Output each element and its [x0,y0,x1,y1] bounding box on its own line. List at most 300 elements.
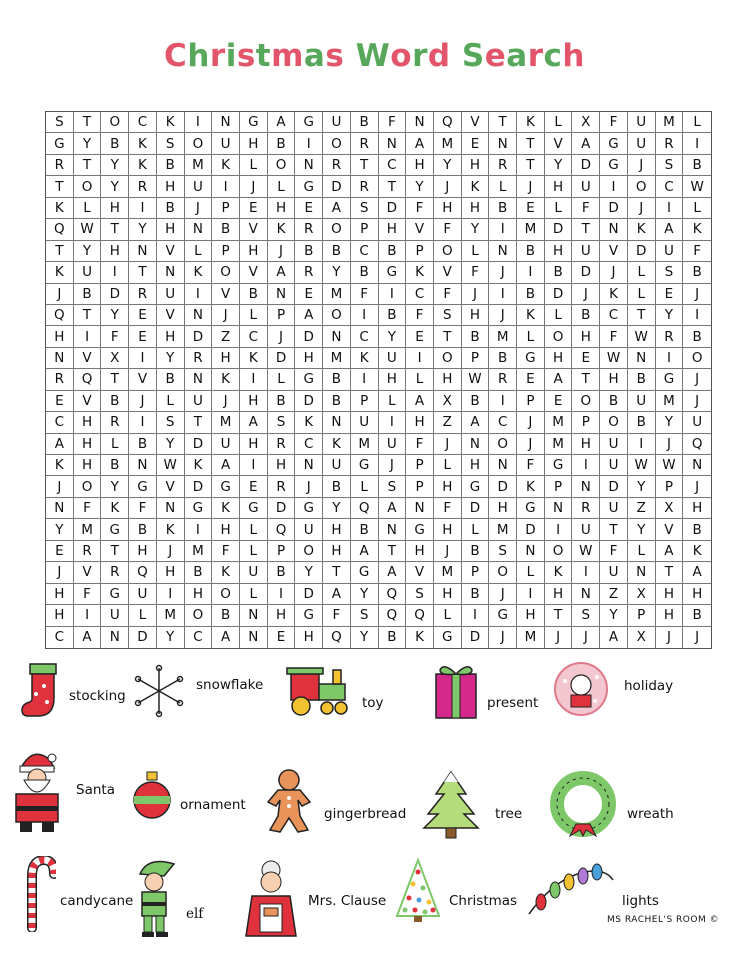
grid-cell[interactable]: N [129,455,157,476]
grid-cell[interactable]: J [628,155,656,176]
grid-cell[interactable]: I [129,198,157,219]
grid-cell[interactable]: M [656,391,684,412]
grid-cell[interactable]: X [572,112,600,133]
grid-cell[interactable]: I [406,348,434,369]
grid-cell[interactable]: Y [351,627,379,648]
grid-cell[interactable]: F [323,605,351,626]
grid-cell[interactable]: P [406,455,434,476]
grid-cell[interactable]: F [129,498,157,519]
grid-cell[interactable]: K [185,262,213,283]
grid-cell[interactable]: I [295,133,323,154]
grid-cell[interactable]: K [268,219,296,240]
grid-cell[interactable]: J [572,284,600,305]
grid-cell[interactable]: L [628,541,656,562]
grid-cell[interactable]: H [240,434,268,455]
grid-cell[interactable]: N [240,627,268,648]
grid-cell[interactable]: O [600,412,628,433]
grid-cell[interactable]: G [240,498,268,519]
grid-cell[interactable]: Y [628,476,656,497]
grid-cell[interactable]: W [600,348,628,369]
grid-cell[interactable]: K [600,284,628,305]
grid-cell[interactable]: G [517,348,545,369]
grid-cell[interactable]: N [600,219,628,240]
grid-cell[interactable]: L [628,262,656,283]
grid-cell[interactable]: P [351,219,379,240]
grid-cell[interactable]: H [434,519,462,540]
grid-cell[interactable]: A [212,455,240,476]
grid-cell[interactable]: C [129,112,157,133]
grid-cell[interactable]: G [462,476,490,497]
grid-cell[interactable]: I [379,412,407,433]
grid-cell[interactable]: E [517,198,545,219]
grid-cell[interactable]: R [351,133,379,154]
grid-cell[interactable]: O [489,562,517,583]
grid-cell[interactable]: W [462,369,490,390]
grid-cell[interactable]: J [379,455,407,476]
grid-cell[interactable]: H [268,455,296,476]
grid-cell[interactable]: I [185,112,213,133]
grid-cell[interactable]: L [489,176,517,197]
grid-cell[interactable]: H [295,348,323,369]
grid-cell[interactable]: R [656,133,684,154]
grid-cell[interactable]: N [545,498,573,519]
grid-cell[interactable]: S [572,605,600,626]
grid-cell[interactable]: W [683,176,711,197]
grid-cell[interactable]: Q [46,305,74,326]
grid-cell[interactable]: B [379,241,407,262]
grid-cell[interactable]: F [572,198,600,219]
grid-cell[interactable]: Y [74,133,102,154]
grid-cell[interactable]: N [268,284,296,305]
grid-cell[interactable]: I [101,262,129,283]
grid-cell[interactable]: J [129,391,157,412]
grid-cell[interactable]: C [240,326,268,347]
grid-cell[interactable]: N [406,112,434,133]
grid-cell[interactable]: R [129,176,157,197]
grid-cell[interactable]: N [212,112,240,133]
grid-cell[interactable]: N [379,133,407,154]
grid-cell[interactable]: N [185,369,213,390]
grid-cell[interactable]: B [517,241,545,262]
grid-cell[interactable]: B [628,369,656,390]
grid-cell[interactable]: M [656,112,684,133]
grid-cell[interactable]: B [683,262,711,283]
grid-cell[interactable]: V [600,241,628,262]
grid-cell[interactable]: G [517,498,545,519]
grid-cell[interactable]: H [462,155,490,176]
grid-cell[interactable]: K [212,498,240,519]
grid-cell[interactable]: L [434,605,462,626]
grid-cell[interactable]: B [462,391,490,412]
grid-cell[interactable]: F [406,198,434,219]
grid-cell[interactable]: J [572,627,600,648]
grid-cell[interactable]: R [489,155,517,176]
grid-cell[interactable]: O [212,262,240,283]
grid-cell[interactable]: B [683,326,711,347]
grid-cell[interactable]: H [379,369,407,390]
grid-cell[interactable]: H [545,176,573,197]
grid-cell[interactable]: P [268,541,296,562]
grid-cell[interactable]: A [600,627,628,648]
grid-cell[interactable]: T [379,176,407,197]
grid-cell[interactable]: F [74,584,102,605]
grid-cell[interactable]: G [295,369,323,390]
grid-cell[interactable]: G [379,262,407,283]
grid-cell[interactable]: H [545,348,573,369]
grid-cell[interactable]: D [268,498,296,519]
grid-cell[interactable]: S [157,133,185,154]
grid-cell[interactable]: I [351,305,379,326]
grid-cell[interactable]: K [323,434,351,455]
grid-cell[interactable]: J [185,198,213,219]
grid-cell[interactable]: D [462,498,490,519]
grid-cell[interactable]: A [212,627,240,648]
grid-cell[interactable]: W [628,326,656,347]
grid-cell[interactable]: Q [434,112,462,133]
grid-cell[interactable]: H [572,326,600,347]
grid-cell[interactable]: Q [323,627,351,648]
grid-cell[interactable]: Y [323,262,351,283]
grid-cell[interactable]: K [129,133,157,154]
grid-cell[interactable]: P [462,348,490,369]
grid-cell[interactable]: I [212,176,240,197]
grid-cell[interactable]: I [656,198,684,219]
grid-cell[interactable]: F [74,498,102,519]
grid-cell[interactable]: B [323,241,351,262]
grid-cell[interactable]: E [46,391,74,412]
grid-cell[interactable]: L [545,198,573,219]
grid-cell[interactable]: P [517,391,545,412]
grid-cell[interactable]: D [572,262,600,283]
grid-cell[interactable]: N [572,476,600,497]
grid-cell[interactable]: A [323,584,351,605]
grid-cell[interactable]: E [129,326,157,347]
grid-cell[interactable]: F [379,112,407,133]
grid-cell[interactable]: H [74,412,102,433]
grid-cell[interactable]: M [545,434,573,455]
grid-cell[interactable]: M [434,562,462,583]
grid-cell[interactable]: J [656,627,684,648]
grid-cell[interactable]: D [600,476,628,497]
grid-cell[interactable]: M [212,412,240,433]
grid-cell[interactable]: G [434,627,462,648]
grid-cell[interactable]: H [212,348,240,369]
grid-cell[interactable]: G [240,112,268,133]
grid-cell[interactable]: V [545,133,573,154]
grid-cell[interactable]: K [46,455,74,476]
grid-cell[interactable]: H [462,198,490,219]
grid-cell[interactable]: C [351,326,379,347]
grid-cell[interactable]: D [489,476,517,497]
grid-cell[interactable]: W [74,219,102,240]
grid-cell[interactable]: N [46,348,74,369]
grid-cell[interactable]: G [46,133,74,154]
grid-cell[interactable]: S [379,476,407,497]
grid-cell[interactable]: O [572,391,600,412]
grid-cell[interactable]: R [489,369,517,390]
grid-cell[interactable]: B [240,284,268,305]
grid-cell[interactable]: B [101,391,129,412]
grid-cell[interactable]: I [74,326,102,347]
grid-cell[interactable]: X [656,498,684,519]
grid-cell[interactable]: N [295,155,323,176]
grid-cell[interactable]: C [351,241,379,262]
grid-cell[interactable]: V [157,241,185,262]
grid-cell[interactable]: I [572,562,600,583]
grid-cell[interactable]: L [268,176,296,197]
grid-cell[interactable]: U [600,455,628,476]
grid-cell[interactable]: M [74,519,102,540]
grid-cell[interactable]: H [46,584,74,605]
grid-cell[interactable]: T [74,305,102,326]
grid-cell[interactable]: L [240,305,268,326]
grid-cell[interactable]: Y [462,219,490,240]
grid-cell[interactable]: N [489,133,517,154]
grid-cell[interactable]: A [406,133,434,154]
grid-cell[interactable]: K [517,476,545,497]
grid-cell[interactable]: C [46,412,74,433]
grid-cell[interactable]: Y [295,562,323,583]
grid-cell[interactable]: U [240,562,268,583]
grid-cell[interactable]: A [74,627,102,648]
grid-cell[interactable]: K [157,519,185,540]
grid-cell[interactable]: D [323,176,351,197]
grid-cell[interactable]: I [683,305,711,326]
grid-cell[interactable]: L [240,155,268,176]
grid-cell[interactable]: L [185,241,213,262]
grid-cell[interactable]: T [46,176,74,197]
grid-cell[interactable]: S [656,155,684,176]
grid-cell[interactable]: Q [379,605,407,626]
grid-cell[interactable]: H [46,326,74,347]
grid-cell[interactable]: P [628,605,656,626]
grid-cell[interactable]: Y [379,326,407,347]
grid-cell[interactable]: U [572,519,600,540]
grid-cell[interactable]: B [351,519,379,540]
grid-cell[interactable]: U [600,562,628,583]
grid-cell[interactable]: L [545,112,573,133]
grid-cell[interactable]: L [268,369,296,390]
grid-cell[interactable]: F [212,541,240,562]
grid-cell[interactable]: N [46,498,74,519]
grid-cell[interactable]: H [268,198,296,219]
grid-cell[interactable]: A [46,434,74,455]
grid-cell[interactable]: K [406,262,434,283]
grid-cell[interactable]: V [434,262,462,283]
grid-cell[interactable]: I [240,369,268,390]
grid-cell[interactable]: J [462,284,490,305]
grid-cell[interactable]: F [406,305,434,326]
grid-cell[interactable]: I [656,348,684,369]
grid-cell[interactable]: M [517,219,545,240]
grid-cell[interactable]: M [323,348,351,369]
grid-cell[interactable]: A [351,541,379,562]
grid-cell[interactable]: N [157,498,185,519]
grid-cell[interactable]: H [683,584,711,605]
grid-cell[interactable]: I [74,605,102,626]
grid-cell[interactable]: M [545,412,573,433]
grid-cell[interactable]: O [101,112,129,133]
grid-cell[interactable]: N [157,262,185,283]
grid-cell[interactable]: T [185,412,213,433]
grid-cell[interactable]: J [683,476,711,497]
grid-cell[interactable]: K [185,455,213,476]
grid-cell[interactable]: D [101,284,129,305]
grid-cell[interactable]: B [323,369,351,390]
grid-cell[interactable]: M [185,541,213,562]
grid-cell[interactable]: H [240,391,268,412]
grid-cell[interactable]: H [185,584,213,605]
grid-cell[interactable]: B [74,284,102,305]
grid-cell[interactable]: M [517,627,545,648]
grid-cell[interactable]: E [295,284,323,305]
grid-cell[interactable]: N [323,412,351,433]
grid-cell[interactable]: J [489,262,517,283]
grid-cell[interactable]: V [656,519,684,540]
grid-cell[interactable]: H [434,198,462,219]
grid-cell[interactable]: X [101,348,129,369]
grid-cell[interactable]: T [101,219,129,240]
grid-cell[interactable]: O [295,541,323,562]
grid-cell[interactable]: J [212,391,240,412]
grid-cell[interactable]: C [656,176,684,197]
grid-cell[interactable]: Z [212,326,240,347]
grid-cell[interactable]: H [101,241,129,262]
grid-cell[interactable]: Y [323,498,351,519]
grid-cell[interactable]: D [517,519,545,540]
grid-cell[interactable]: J [517,434,545,455]
grid-cell[interactable]: H [240,241,268,262]
grid-cell[interactable]: R [351,176,379,197]
grid-cell[interactable]: P [406,476,434,497]
grid-cell[interactable]: P [406,241,434,262]
grid-cell[interactable]: J [434,541,462,562]
grid-cell[interactable]: D [295,326,323,347]
grid-cell[interactable]: M [323,284,351,305]
grid-cell[interactable]: Y [157,627,185,648]
grid-cell[interactable]: W [628,455,656,476]
grid-cell[interactable]: T [572,369,600,390]
grid-cell[interactable]: B [462,541,490,562]
grid-cell[interactable]: U [212,133,240,154]
grid-cell[interactable]: Y [157,434,185,455]
grid-cell[interactable]: B [185,562,213,583]
grid-cell[interactable]: S [406,584,434,605]
grid-cell[interactable]: K [683,541,711,562]
grid-cell[interactable]: K [46,262,74,283]
grid-cell[interactable]: R [46,369,74,390]
grid-cell[interactable]: H [517,605,545,626]
grid-cell[interactable]: U [628,112,656,133]
grid-cell[interactable]: E [295,198,323,219]
grid-cell[interactable]: D [295,584,323,605]
grid-cell[interactable]: R [323,155,351,176]
grid-cell[interactable]: U [572,176,600,197]
grid-cell[interactable]: A [379,498,407,519]
grid-cell[interactable]: V [129,369,157,390]
grid-cell[interactable]: I [572,455,600,476]
grid-cell[interactable]: H [600,369,628,390]
grid-cell[interactable]: Y [101,176,129,197]
grid-cell[interactable]: I [545,519,573,540]
grid-cell[interactable]: H [46,605,74,626]
grid-cell[interactable]: O [323,305,351,326]
grid-cell[interactable]: Y [434,155,462,176]
grid-cell[interactable]: P [212,241,240,262]
grid-cell[interactable]: M [434,133,462,154]
grid-cell[interactable]: K [212,562,240,583]
grid-cell[interactable]: N [683,455,711,476]
grid-cell[interactable]: T [600,519,628,540]
grid-cell[interactable]: Y [656,305,684,326]
grid-cell[interactable]: T [628,305,656,326]
grid-cell[interactable]: V [406,562,434,583]
grid-cell[interactable]: H [323,519,351,540]
grid-cell[interactable]: O [185,605,213,626]
grid-cell[interactable]: O [74,176,102,197]
grid-cell[interactable]: D [600,198,628,219]
grid-cell[interactable]: G [295,176,323,197]
grid-cell[interactable]: H [157,176,185,197]
grid-cell[interactable]: H [157,562,185,583]
grid-cell[interactable]: I [600,176,628,197]
grid-cell[interactable]: I [268,584,296,605]
grid-cell[interactable]: F [600,112,628,133]
grid-cell[interactable]: H [379,219,407,240]
grid-cell[interactable]: Y [101,476,129,497]
grid-cell[interactable]: N [489,455,517,476]
grid-cell[interactable]: B [462,326,490,347]
grid-cell[interactable]: W [157,455,185,476]
grid-cell[interactable]: H [656,605,684,626]
grid-cell[interactable]: J [434,434,462,455]
grid-cell[interactable]: L [545,305,573,326]
grid-cell[interactable]: L [434,455,462,476]
grid-cell[interactable]: E [268,627,296,648]
grid-cell[interactable]: A [268,262,296,283]
grid-cell[interactable]: H [434,369,462,390]
grid-cell[interactable]: D [185,326,213,347]
grid-cell[interactable]: F [406,434,434,455]
grid-cell[interactable]: K [295,412,323,433]
grid-cell[interactable]: S [489,541,517,562]
grid-cell[interactable]: B [351,262,379,283]
grid-cell[interactable]: O [74,476,102,497]
grid-cell[interactable]: U [323,112,351,133]
grid-cell[interactable]: E [462,133,490,154]
grid-cell[interactable]: D [545,219,573,240]
grid-cell[interactable]: J [46,284,74,305]
grid-cell[interactable]: U [628,391,656,412]
grid-cell[interactable]: E [129,305,157,326]
grid-cell[interactable]: T [323,562,351,583]
grid-cell[interactable]: C [600,305,628,326]
grid-cell[interactable]: J [240,176,268,197]
grid-cell[interactable]: G [489,605,517,626]
grid-cell[interactable]: O [545,326,573,347]
grid-cell[interactable]: I [157,584,185,605]
grid-cell[interactable]: K [683,219,711,240]
grid-cell[interactable]: I [240,455,268,476]
grid-cell[interactable]: J [517,412,545,433]
grid-cell[interactable]: M [157,605,185,626]
grid-cell[interactable]: C [185,627,213,648]
grid-cell[interactable]: B [268,133,296,154]
grid-cell[interactable]: L [74,198,102,219]
grid-cell[interactable]: N [295,455,323,476]
grid-cell[interactable]: B [517,284,545,305]
grid-cell[interactable]: K [129,155,157,176]
